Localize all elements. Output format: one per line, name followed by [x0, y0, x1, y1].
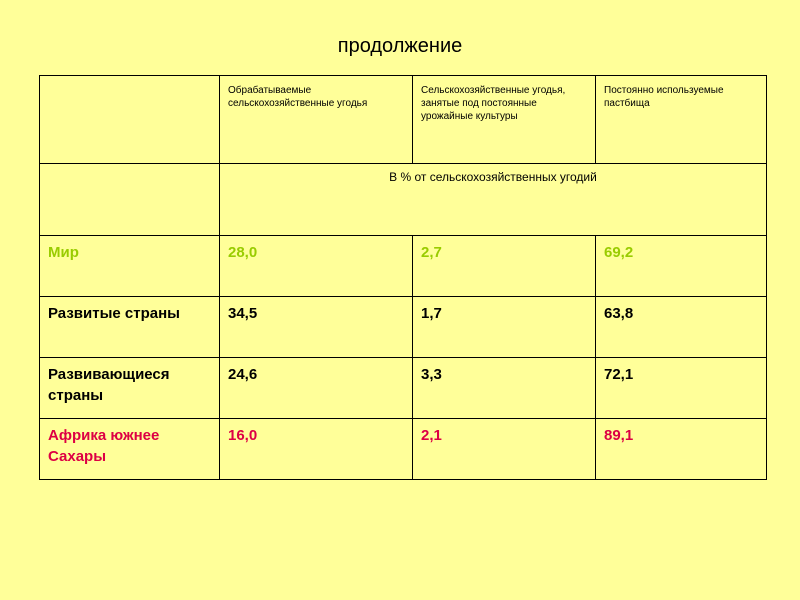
row-value-pastures: 69,2 [596, 236, 767, 297]
header-row [40, 76, 767, 164]
row-label: Африка южнее Сахары [40, 419, 220, 480]
row-value-crops: 1,7 [413, 297, 596, 358]
row-value-pastures: 63,8 [596, 297, 767, 358]
row-value-cultivated: 28,0 [220, 236, 413, 297]
row-value-cultivated: 24,6 [220, 358, 413, 419]
header-cultivated-land: Обрабатываемые сельскохозяйственные угодья [220, 76, 413, 164]
row-value-cultivated: 34,5 [220, 297, 413, 358]
table-row [40, 297, 767, 358]
land-use-table [39, 75, 767, 480]
slide-title: продолжение [337, 35, 463, 57]
row-value-crops: 2,1 [413, 419, 596, 480]
row-value-crops: 2,7 [413, 236, 596, 297]
row-value-pastures: 72,1 [596, 358, 767, 419]
unit-note: В % от сельскохозяйственных угодий [220, 164, 767, 236]
unit-row [40, 164, 767, 236]
table-row [40, 358, 767, 419]
row-label: Развитые страны [40, 297, 220, 358]
header-permanent-pastures: Постоянно используемые пастбища [596, 76, 767, 164]
header-permanent-crops: Сельскохозяйственные угодья, занятые под постоянные урожайные культуры [413, 76, 596, 164]
row-value-cultivated: 16,0 [220, 419, 413, 480]
table-row [40, 236, 767, 297]
row-label: Развивающиеся страны [40, 358, 220, 419]
row-value-crops: 3,3 [413, 358, 596, 419]
corner-cell [40, 76, 220, 164]
unit-row-label-cell [40, 164, 220, 236]
row-label: Мир [40, 236, 220, 297]
row-value-pastures: 89,1 [596, 419, 767, 480]
table-row [40, 419, 767, 480]
